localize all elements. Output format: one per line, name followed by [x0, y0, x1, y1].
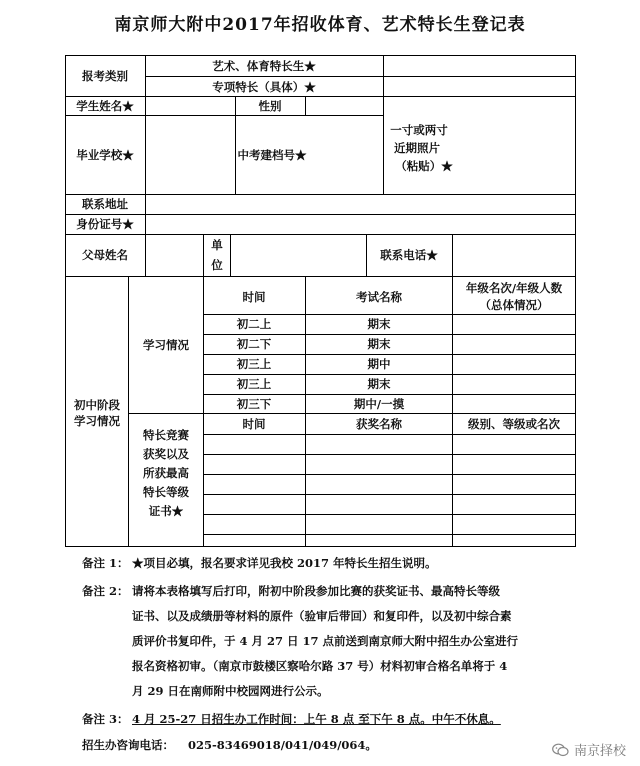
- awards-line1: 特长竞赛: [143, 428, 189, 442]
- award-name-header: 获奖名称: [356, 417, 402, 431]
- study-row-exam: 期末: [367, 317, 391, 331]
- note2-label: 备注 2：: [82, 584, 129, 598]
- col-rank-header-2: （总体情况）: [479, 298, 549, 312]
- study-row-exam: 期中: [367, 357, 391, 371]
- note2-line3: 质评价书复印件，于 4 月 27 日 17 点前送到南京师大附中招生办公室进行: [132, 634, 519, 648]
- watermark: [552, 740, 626, 759]
- study-row-time: 初二上: [236, 317, 272, 331]
- awards-line3: 所获最高: [143, 466, 189, 480]
- note2-line1: 请将本表格填写后打印，附初中阶段参加比赛的获奖证书、最高特长等级: [132, 584, 500, 598]
- id-number-label: 身份证号★: [76, 217, 134, 231]
- awards-line5: 证书★: [148, 504, 184, 518]
- col-time-header: 时间: [242, 290, 266, 304]
- photo-line3: （粘贴）★: [395, 159, 453, 173]
- note2-line5: 月 29 日在南师附中校园网进行公示。: [132, 684, 329, 698]
- category-art-sport-label: 艺术、体育特长生★: [212, 59, 316, 73]
- note2-line4: 报名资格初审。（南京市鼓楼区察哈尔路 37 号）材料初审合格名单将于 4: [132, 659, 508, 673]
- hotline-number: 025-83469018/041/049/064。: [188, 738, 377, 752]
- photo-line1: 一寸或两寸: [390, 123, 448, 137]
- gender-label: 性别: [258, 99, 282, 113]
- study-row-time: 初三下: [236, 397, 272, 411]
- specialty-label: 专项特长（具体）★: [212, 80, 316, 94]
- study-row-exam: 期末: [367, 337, 391, 351]
- address-label: 联系地址: [82, 197, 128, 211]
- note1-label: 备注 1：: [82, 556, 129, 570]
- study-row-exam: 期末: [367, 377, 391, 391]
- exam-number-label: 中考建档号★: [237, 148, 307, 162]
- student-name-label: 学生姓名★: [76, 99, 134, 113]
- study-row-time: 初三上: [236, 357, 272, 371]
- study-row-time: 初二下: [236, 337, 272, 351]
- graduate-school-label: 毕业学校★: [76, 148, 134, 162]
- awards-line2: 获奖以及: [143, 447, 189, 461]
- note3-label: 备注 3：: [82, 712, 129, 726]
- awards-line4: 特长等级: [143, 485, 189, 499]
- unit-label-1: 单: [211, 238, 223, 252]
- junior-stage-line2: 学习情况: [74, 414, 120, 428]
- exam-category-label: 报考类别: [82, 69, 128, 83]
- note3-text: 4 月 25-27 日招生办工作时间：上午 8 点 至下午 8 点。中午不休息。: [132, 712, 501, 726]
- col-rank-header-1: 年级名次/年级人数: [465, 281, 563, 295]
- hotline-label: 招生办咨询电话：: [82, 738, 174, 752]
- junior-stage-line1: 初中阶段: [74, 398, 120, 412]
- study-row-exam: 期中/一摸: [353, 397, 405, 411]
- award-time-header: 时间: [242, 417, 266, 431]
- col-exam-name-header: 考试名称: [356, 290, 402, 304]
- note1-text: ★项目必填，报名要求详见我校 2017 年特长生招生说明。: [132, 556, 437, 570]
- study-status-label: 学习情况: [143, 338, 189, 352]
- unit-label-2: 位: [211, 258, 223, 272]
- parent-name-label: 父母姓名: [82, 248, 128, 262]
- page-title: 南京师大附中2017年招收体育、艺术特长生登记表: [114, 15, 526, 35]
- note2-line2: 证书、以及成绩册等材料的原件（验审后带回）和复印件，以及初中综合素: [132, 609, 512, 623]
- award-level-header: 级别、等级或名次: [468, 417, 560, 431]
- phone-label: 联系电话★: [380, 248, 438, 262]
- watermark-text: 南京择校: [573, 744, 626, 759]
- wechat-icon: [552, 743, 569, 757]
- photo-line2: 近期照片: [394, 141, 440, 155]
- study-row-time: 初三上: [236, 377, 272, 391]
